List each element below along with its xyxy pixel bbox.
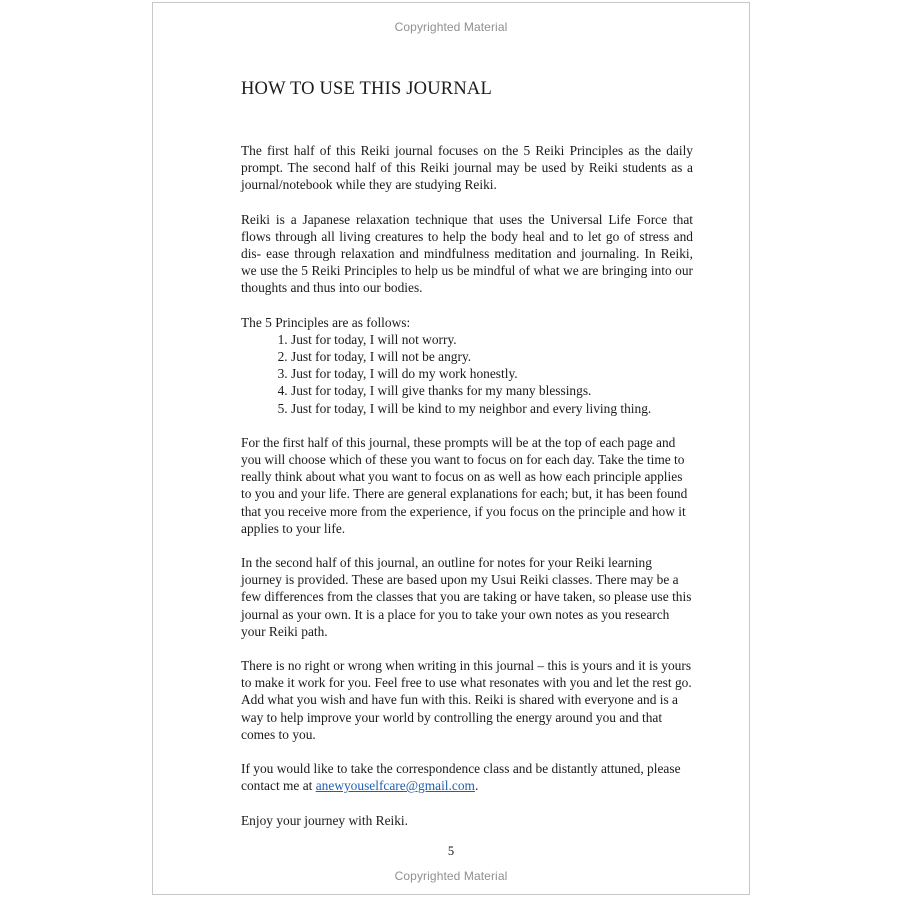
paragraph-no-right-or-wrong: There is no right or wrong when writing in this journal – this is yours and it is yours to make it work for you. Feel free to use what resonates with you and let the rest go. Add what you wish and have fun with this. Reiki is shared with everyone and is a way to help improve your world by controlling the energy around you and that comes to you. bbox=[241, 658, 692, 742]
page-title: HOW TO USE THIS JOURNAL bbox=[241, 79, 492, 99]
principle-item: 2. Just for today, I will not be angry. bbox=[291, 348, 693, 365]
page-content bbox=[241, 77, 693, 846]
contact-text-end: . bbox=[474, 778, 479, 794]
contact-text: If you would like to take the correspondence class and be distantly attuned, please contact me at bbox=[241, 761, 681, 794]
document-page bbox=[152, 2, 750, 895]
principle-item: 4. Just for today, I will give thanks for my many blessings. bbox=[291, 382, 693, 399]
principles-list bbox=[241, 331, 693, 417]
paragraph-second-half: In the second half of this journal, an outline for notes for your Reiki learning journey is provided. These are based upon my Usui Reiki classes. There may be a few differences from the classes that you are taking or have taken, so please use this journal as your own. It is a place for you to take your own notes as you research your Reiki path. bbox=[241, 555, 692, 639]
paragraph-first-half: For the first half of this journal, these prompts will be at the top of each page and you will choose which of these you want to focus on for each day. Take the time to really think about what you want to focus on as well as how each principle applies to you and your life. There are general explanations for each; but, it has been found that you receive more from the experience, if you focus on the principle and how it applies to your life. bbox=[241, 434, 688, 536]
principle-item: 1. Just for today, I will not worry. bbox=[291, 331, 693, 348]
principle-item: 5. Just for today, I will be kind to my neighbor and every living thing. bbox=[291, 400, 693, 417]
watermark-bottom: Copyrighted Material bbox=[394, 869, 508, 883]
principles-intro: The 5 Principles are as follows: bbox=[241, 314, 411, 330]
principle-item: 3. Just for today, I will do my work honestly. bbox=[291, 365, 693, 382]
paragraph-closing: Enjoy your journey with Reiki. bbox=[241, 812, 408, 828]
page-number: 5 bbox=[447, 844, 455, 858]
email-link[interactable]: anewyouselfcare@gmail.com bbox=[315, 778, 475, 794]
paragraph-contact bbox=[241, 760, 693, 794]
watermark-top: Copyrighted Material bbox=[394, 20, 508, 34]
paragraph-intro: The first half of this Reiki journal focuses on the 5 Reiki Principles as the daily prompt. The second half of this Reiki journal may be used by Reiki students as a journal/notebook while they are studying Reiki. bbox=[241, 143, 693, 193]
paragraph-reiki-definition: Reiki is a Japanese relaxation technique that uses the Universal Life Force that flows through all living creatures to help the body heal and to let go of stress and dis- ease through relaxation and mindfulness meditation and journaling. In Reiki, we use the 5 Reiki Principles to help us be mindful of what we are bringing into our thoughts and thus into our bodies. bbox=[241, 211, 693, 296]
